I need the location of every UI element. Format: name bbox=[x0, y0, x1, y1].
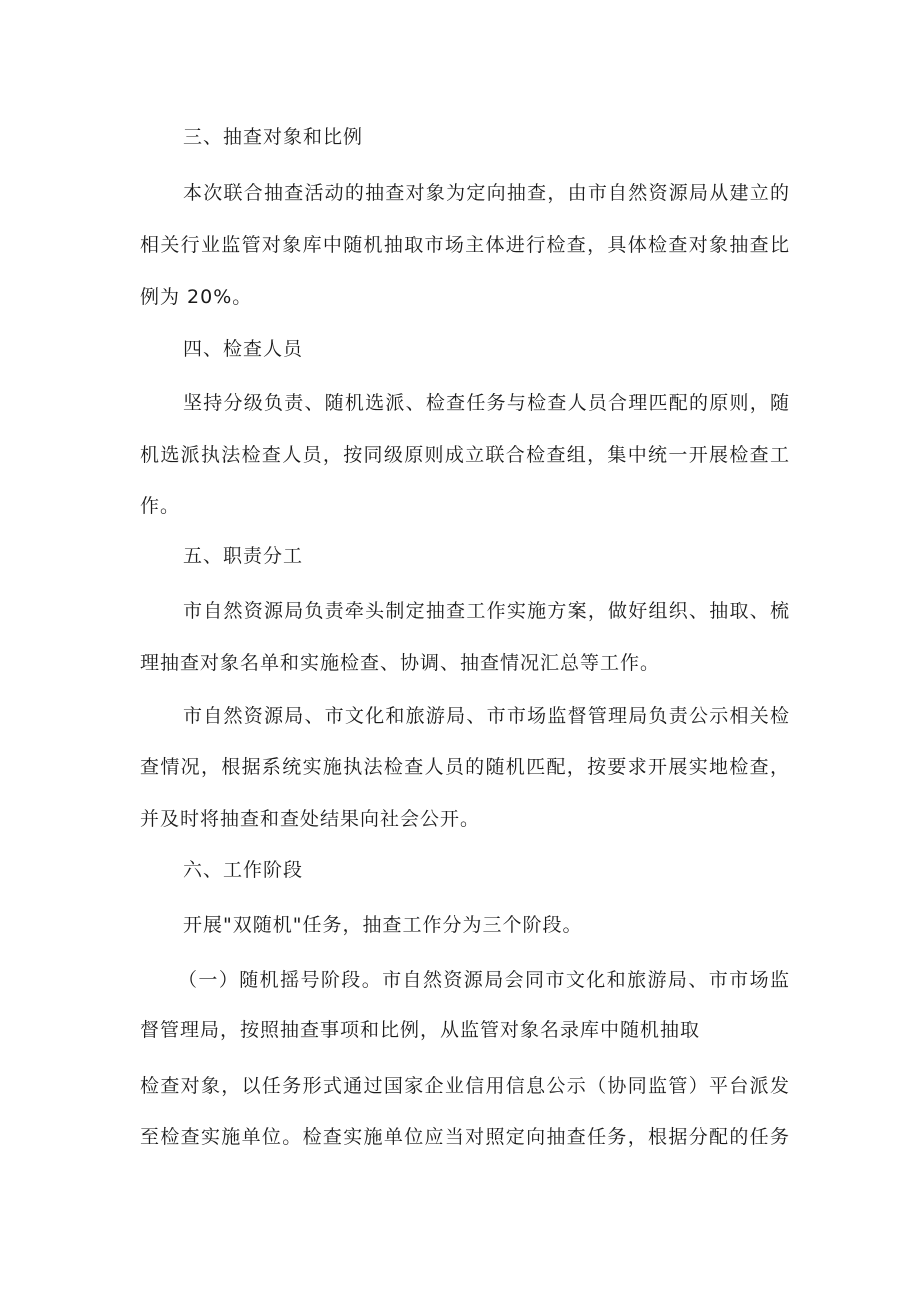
paragraph-line: 本次联合抽查活动的抽查对象为定向抽查，由市自然资源局从建立的 bbox=[183, 182, 790, 204]
section-heading-5: 五、职责分工 bbox=[183, 545, 304, 567]
paragraph-line: 开展"双随机"任务，抽查工作分为三个阶段。 bbox=[183, 914, 583, 936]
paragraph-line: 市自然资源局、市文化和旅游局、市市场监督管理局负责公示相关检 bbox=[183, 705, 790, 727]
paragraph-line: 机选派执法检查人员，按同级原则成立联合检查组，集中统一开展检查工 bbox=[140, 444, 790, 466]
paragraph-line: 查情况，根据系统实施执法检查人员的随机匹配，按要求开展实地检查， bbox=[140, 756, 790, 778]
paragraph-line: 作。 bbox=[140, 495, 181, 517]
section-heading-4: 四、检查人员 bbox=[183, 338, 304, 360]
paragraph-line: 市自然资源局负责牵头制定抽查工作实施方案，做好组织、抽取、梳 bbox=[183, 600, 790, 622]
paragraph-line: 理抽查对象名单和实施检查、协调、抽查情况汇总等工作。 bbox=[140, 652, 661, 674]
paragraph-line: 相关行业监管对象库中随机抽取市场主体进行检查，具体检查对象抽查比 bbox=[140, 234, 790, 256]
paragraph-line: 至检查实施单位。检查实施单位应当对照定向抽查任务，根据分配的任务 bbox=[140, 1126, 790, 1148]
section-heading-6: 六、工作阶段 bbox=[183, 859, 304, 881]
paragraph-line: 例为 20%。 bbox=[140, 286, 253, 308]
paragraph-line: 并及时将抽查和查处结果向社会公开。 bbox=[140, 808, 481, 830]
paragraph-line: 坚持分级负责、随机选派、检查任务与检查人员合理匹配的原则，随 bbox=[183, 392, 790, 414]
section-heading-3: 三、抽查对象和比例 bbox=[183, 126, 364, 148]
paragraph-line: 检查对象，以任务形式通过国家企业信用信息公示（协同监管）平台派发 bbox=[140, 1075, 790, 1097]
paragraph-line: 督管理局，按照抽查事项和比例，从监管对象名录库中随机抽取 bbox=[140, 1019, 701, 1041]
paragraph-line: （一）随机摇号阶段。市自然资源局会同市文化和旅游局、市市场监 bbox=[178, 969, 790, 991]
